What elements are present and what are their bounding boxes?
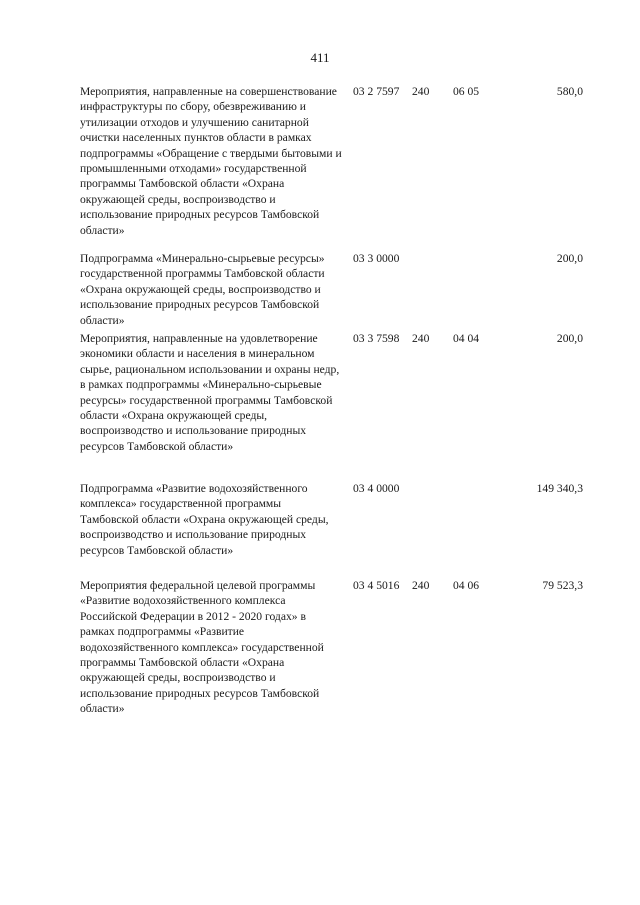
row-amount: 79 523,3 [542, 579, 583, 592]
table-row [0, 84, 640, 249]
row-target-code: 03 3 7598 [353, 332, 400, 345]
row-section-subsection: 06 05 [453, 85, 480, 98]
row-amount: 149 340,3 [536, 482, 583, 495]
table-row [0, 481, 640, 576]
row-description: Подпрограмма «Развитие водохозяйственного комплекса» государственной программы Тамбовской области «Охрана окружающей среды, воспроизводство и использование природных ресурсов Тамбовской области» [80, 482, 329, 557]
row-amount: 200,0 [556, 332, 583, 345]
table-row [0, 331, 640, 479]
row-description: Мероприятия, направленные на удовлетворение экономики области и населения в минеральном сырье, рациональном использовании и охраны недр, в рамках подпрограммы «Минерально-сырьевые ресурсы» государственной программы Тамбовской области «Охрана окружающей среды, воспроизводство и использование природных ресурсов Тамбовской области» [80, 332, 340, 453]
row-target-code: 03 4 5016 [353, 579, 400, 592]
table-row [0, 251, 640, 329]
row-target-code: 03 2 7597 [353, 85, 400, 98]
row-target-code: 03 4 0000 [353, 482, 400, 495]
row-section-subsection: 04 04 [453, 332, 480, 345]
row-description: Мероприятия, направленные на совершенствование инфраструктуры по сбору, обезвреживанию и утилизации отходов и улучшению санитарной очистки населенных пунктов области в рамках подпрограммы «Обращение с твердыми бытовыми и промышленными отходами» государственной программы Тамбовской области «Охрана окружающей среды, воспроизводство и использованиe природных ресурсов Тамбовской области» [80, 85, 342, 237]
row-amount: 580,0 [556, 85, 583, 98]
row-description: Мероприятия федеральной целевой программы «Развитие водохозяйственного комплекса Российской Федерации в 2012 - 2020 годах» в рамках подпрограммы «Развитие водохозяйственного комплекса» государственной программы Тамбовской области «Охрана окружающей среды, воспроизводство и использование природных ресурсов Тамбовской области» [80, 579, 324, 716]
budget-table [0, 84, 640, 716]
row-expense-type: 240 [412, 85, 430, 98]
page-number: 411 [310, 50, 330, 65]
table-row [0, 578, 640, 718]
row-expense-type: 240 [412, 332, 430, 345]
row-amount: 200,0 [556, 252, 583, 265]
row-section-subsection: 04 06 [453, 579, 480, 592]
row-target-code: 03 3 0000 [353, 252, 400, 265]
row-description: Подпрограмма «Минерально-сырьевые ресурсы» государственной программы Тамбовской области «Охрана окружающей среды, воспроизводство и использование природных ресурсов Тамбовской области» [80, 252, 325, 327]
row-expense-type: 240 [412, 579, 430, 592]
